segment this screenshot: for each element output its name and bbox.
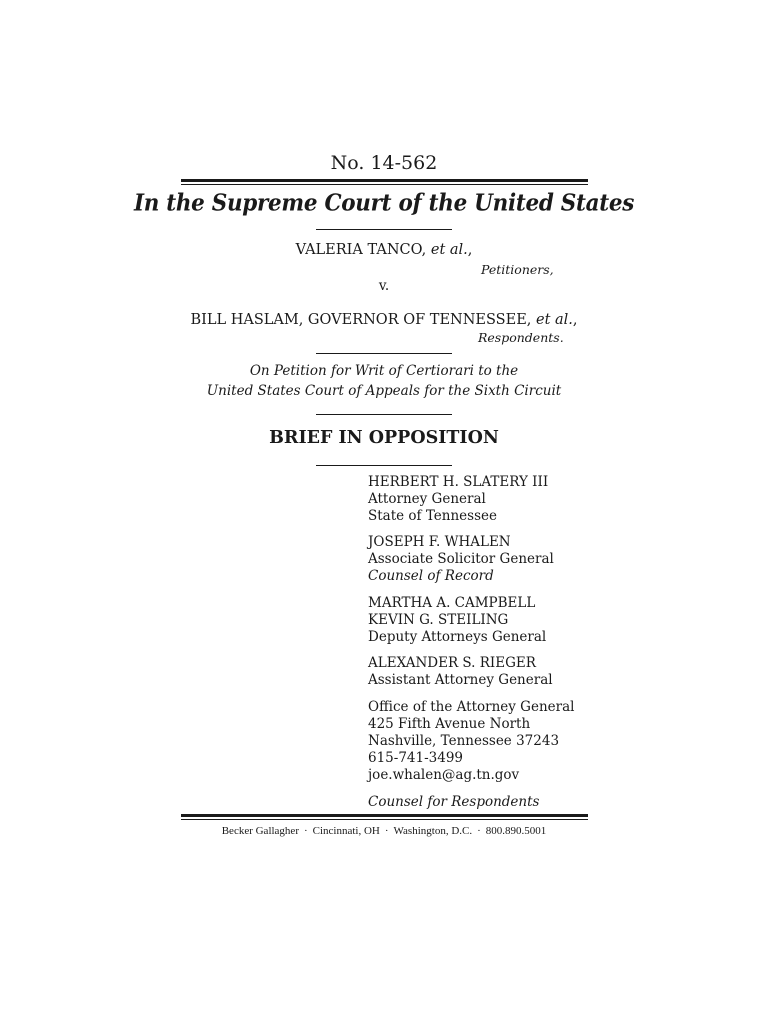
counsel-line: Assistant Attorney General (368, 672, 553, 688)
counsel-of-record: Counsel of Record (368, 568, 494, 584)
counsel-line: Attorney General (368, 491, 486, 507)
respondent-role: Respondents. (478, 330, 564, 345)
petition-line-2: United States Court of Appeals for the Sixth Circuit (206, 383, 562, 399)
counsel-line: HERBERT H. SLATERY III (368, 474, 549, 490)
divider-rule (316, 414, 452, 415)
counsel-for-respondents (368, 794, 539, 811)
petitioner-line (0, 242, 768, 258)
counsel-line: MARTHA A. CAMPBELL (368, 595, 536, 611)
counsel-line: JOSEPH F. WHALEN (368, 534, 511, 550)
top-double-rule (181, 179, 588, 185)
office-email: joe.whalen@ag.tn.gov (368, 767, 520, 783)
counsel-block-rieger (368, 655, 553, 689)
respondent-line (0, 312, 768, 328)
printer-name: Becker Gallagher (221, 825, 299, 837)
versus: v. (378, 278, 390, 294)
counsel-line: Associate Solicitor General (368, 551, 554, 567)
divider-rule (316, 229, 452, 230)
court-name: In the Supreme Court of the United States (133, 190, 635, 217)
counsel-line: KEVIN G. STEILING (368, 612, 509, 628)
respondent-name: BILL HASLAM, GOVERNOR OF TENNESSEE, (190, 312, 536, 328)
counsel-line: ALEXANDER S. RIEGER (368, 655, 536, 671)
counsel-block-whalen (368, 534, 554, 585)
docket-number: No. 14-562 (330, 152, 438, 174)
bottom-double-rule (181, 814, 588, 820)
office-phone: 615-741-3499 (368, 750, 464, 766)
divider-rule (316, 465, 452, 466)
counsel-block-deputies (368, 595, 546, 646)
office-street: 425 Fifth Avenue North (368, 716, 531, 732)
counsel-line: Deputy Attorneys General (368, 629, 547, 645)
counsel-role: Counsel for Respondents (368, 794, 540, 810)
brief-title: BRIEF IN OPPOSITION (269, 428, 499, 448)
printer-footer (0, 825, 768, 837)
printer-phone: 800.890.5001 (485, 825, 547, 837)
office-name: Office of the Attorney General (368, 699, 575, 715)
respondent-etal: et al. (536, 312, 573, 328)
petition-line-1: On Petition for Writ of Certiorari to the (249, 363, 519, 379)
separator-dot: · (303, 825, 308, 837)
office-city: Nashville, Tennessee 37243 (368, 733, 560, 749)
respondent-comma: , (572, 312, 578, 328)
printer-city-2: Washington, D.C. (393, 825, 473, 837)
printer-city-1: Cincinnati, OH (312, 825, 380, 837)
petitioner-etal: et al. (430, 242, 468, 258)
petitioner-name: VALERIA TANCO, (295, 242, 431, 258)
petitioner-role: Petitioners, (481, 262, 554, 277)
counsel-block-slatery (368, 474, 548, 525)
petitioner-comma: , (467, 242, 473, 258)
divider-rule (316, 353, 452, 354)
separator-dot: · (384, 825, 389, 837)
separator-dot: · (477, 825, 481, 837)
counsel-block-office (368, 699, 574, 784)
counsel-line: State of Tennessee (368, 508, 498, 524)
